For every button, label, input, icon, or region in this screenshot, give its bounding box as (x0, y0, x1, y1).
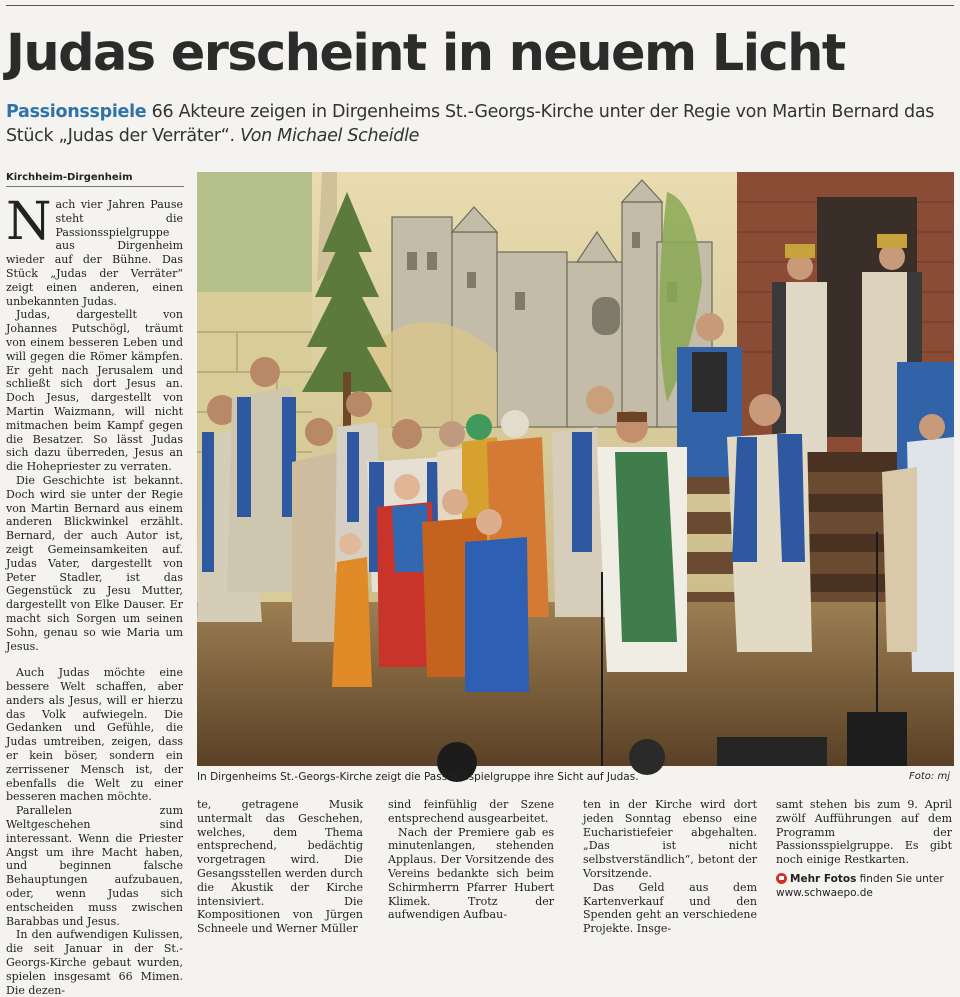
kicker: Passionsspiele (6, 102, 147, 122)
photo-caption (197, 771, 954, 783)
col3-paragraph-1: sind feinfühlig der Szene entsprechend ausgearbeitet. (388, 798, 554, 825)
paragraph-5: Parallelen zum Weltgeschehen sind interessant. Wenn die Priester Angst um ihre Macht haben, und beginnen falsche Behauptungen aufzubauen, oder, wenn Judas sich entscheiden muss zwischen Barabbas und Jesus. (6, 804, 183, 928)
article-column-4 (583, 798, 757, 936)
article-column-5 (776, 798, 952, 914)
caption-text: In Dirgenheims St.-Georgs-Kirche zeigt die Passionsspielgruppe ihre Sicht auf Judas. (197, 771, 639, 783)
subhead-text: 66 Akteure zeigen in Dirgenheims St.-Georgs-Kirche unter der Regie von Martin Bernard das Stück „Judas der Verräter“. (6, 102, 935, 146)
more-fotos-box (776, 873, 952, 901)
subhead (6, 100, 941, 148)
stage-photo-illustration (197, 172, 954, 766)
dateline-rule (6, 186, 184, 187)
dropcap: N (6, 192, 52, 252)
col4-paragraph-2: Das Geld aus dem Kartenverkauf und den Spenden geht an verschiedene Projekte. Insge- (583, 880, 757, 936)
more-fotos-link[interactable]: www.schwaepo.de (776, 886, 873, 899)
col2-paragraph: te, getragene Musik untermalt das Geschehen, welches, dem Thema entsprechend, bedächtig vorgetragen wird. Die Gesangsstellen werden durch die Akustik der Kirche intensiviert. Die Kompositionen von Jürgen Schneele und Werner Müller (197, 798, 363, 936)
photo-credit: Foto: mj (909, 771, 950, 782)
dateline: Kirchheim-Dirgenheim (6, 172, 133, 183)
paragraph-2: Judas, dargestellt von Johannes Putschögl, träumt von einem besseren Leben und will gegen die Römer kämpfen. Er geht nach Jerusalem und schließt sich dort Jesus an. Doch Jesus, dargestellt von Martin Waizmann, will nicht mitmachen beim Kampf gegen die Besatzer. So lässt Judas sich dazu überreden, Jesus an die Hohepriester zu verraten. (6, 308, 183, 474)
more-fotos-label: Mehr Fotos (790, 872, 857, 885)
byline: Von Michael Scheidle (240, 126, 420, 146)
paragraph-6: In den aufwendigen Kulissen, die seit Januar in der St.-Georgs-Kirche gebaut wurden, spielen insgesamt 66 Mimen. Die dezen- (6, 928, 183, 997)
paragraph-1: Nach vier Jahren Pause steht die Passionsspielgruppe aus Dirgenheim wieder auf der Bühne. Das Stück „Judas der Verräter“ zeigt einen anderen, einen unbekannten Judas. (6, 192, 183, 308)
paragraph-3: Die Geschichte ist bekannt. Doch wird sie unter der Regie von Martin Bernard aus einem anderen Blickwinkel erzählt. Bernard, der auch Autor ist, zeigt Gemeinsamkeiten auf. Judas Vater, dargestellt von Peter Stadler, ist das Gegenstück zu Jesu Mutter, dargestellt von Elke Dauser. Er macht sich Sorgen um seinen Sohn, genau so wie Maria um Jesus. (6, 473, 183, 653)
paragraph-4: Auch Judas möchte eine bessere Welt schaffen, aber anders als Jesus, will er hierzu das Volk aufwiegeln. Die Gedanken und Gefühle, die Judas umtreiben, zeigen, dass er kein böser, sondern ein zerrissener Mensch ist, der ebenfalls die Welt zu einer besseren machen möchte. (6, 666, 183, 804)
article-column-2 (197, 798, 363, 936)
stage-photo (197, 172, 954, 766)
col3-paragraph-2: Nach der Premiere gab es minutenlangen, stehenden Applaus. Der Vorsitzende des Vereins bedankte sich beim Schirmherrn Pfarrer Hubert Klimek. Trotz der aufwendigen Aufbau- (388, 825, 554, 922)
top-rule (6, 5, 954, 6)
col4-paragraph-1: ten in der Kirche wird dort jeden Sonntag ebenso eine Eucharistiefeier abgehalten. „Das ist nicht selbstverständlich“, betont der Vorsitzende. (583, 798, 757, 880)
article-column-1 (6, 192, 183, 997)
camera-icon (776, 873, 787, 884)
more-fotos-text: finden Sie unter (859, 872, 944, 885)
headline: Judas erscheint in neuem Licht (6, 24, 845, 83)
col5-paragraph: samt stehen bis zum 9. April zwölf Aufführungen auf dem Programm der Passionsspielgruppe. Es gibt noch einige Restkarten. (776, 798, 952, 867)
article-column-3 (388, 798, 554, 922)
